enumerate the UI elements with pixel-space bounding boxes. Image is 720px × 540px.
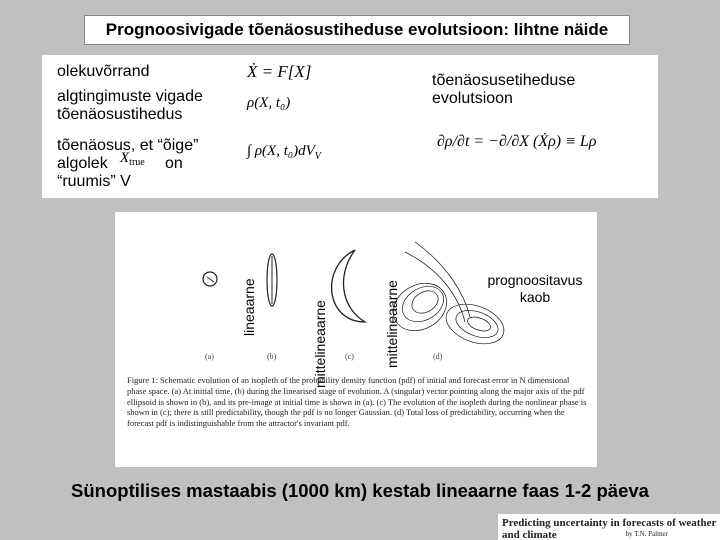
nonlinear-pdf-shape — [332, 250, 365, 322]
panel-c-label: (c) — [345, 352, 354, 361]
evolution-label-line1: tõenäosusetiheduse — [432, 72, 576, 89]
figure-caption: Figure 1: Schematic evolution of an isopleth of the probability density function (pdf) of initial and forecast error in N dimensional phase space. (a) At initial time, (b) during the linearised stage of evolution. A (singular) vector pointing along the major axis of the pdf ellipsoid is shown in (b), and its pre-image at initial time is shown in (a). (c) The evolution of the isopleth during the nonlinear phase is shown in (c); there is still predictability, though the pdf is no longer Gaussian. (d) Total loss of predictability, occurring when the forecast pdf is indistinguishable from the attractor's invariant pdf. — [127, 375, 587, 429]
label-nonlinear-1: mittelineaarne — [312, 300, 328, 388]
book-author: by T.N. Palmer — [625, 530, 668, 538]
panel-d-label: (d) — [433, 352, 443, 361]
predictability-lost-label: prognoositavus kaob — [487, 272, 583, 305]
integral-formula: ∫ ρ(X, $t_0)dV_V$ — [247, 143, 321, 162]
probability-label-line2b: on — [165, 155, 183, 172]
label-nonlinear-2: mittelineaarne — [384, 280, 400, 368]
panel-a-label: (a) — [205, 352, 214, 361]
book-title-line2: and climate — [502, 529, 557, 540]
liouville-equation: ∂ρ/∂t = −∂/∂X (Ẋρ) ≡ Lρ — [437, 133, 597, 150]
evolution-label-line2: evolutsioon — [432, 90, 513, 107]
probability-label-line3: “ruumis” V — [57, 173, 131, 190]
book-title-line1: Predicting uncertainty in forecasts of weather — [502, 517, 717, 529]
bottom-statement: Sünoptilises mastaabis (1000 km) kestab lineaarne faas 1-2 päeva — [71, 480, 649, 501]
probability-label-line1: tõenäosus, et “õige” — [57, 137, 199, 154]
panel-b-label: (b) — [267, 352, 277, 361]
equations-panel — [42, 55, 658, 198]
state-equation-label: olekuvõrrand — [57, 63, 150, 80]
x-true-symbol: $X_{true}$ — [120, 150, 145, 168]
initial-vector-arrow — [207, 277, 214, 282]
density-formula: ρ(X, t₀) — [247, 95, 291, 111]
slide-title: Prognoosivigade tõenäosustiheduse evolutsioon: lihtne näide — [84, 15, 630, 45]
book-reference — [498, 514, 720, 540]
label-linear: lineaarne — [241, 278, 257, 336]
probability-label-line2a: algolek — [57, 155, 108, 172]
figure-image — [115, 212, 597, 467]
initial-error-label-line2: tõenäosustihedus — [57, 106, 183, 123]
initial-error-label-line1: algtingimuste vigade — [57, 88, 203, 105]
state-equation-formula: Ẋ = F[X] — [247, 62, 312, 81]
